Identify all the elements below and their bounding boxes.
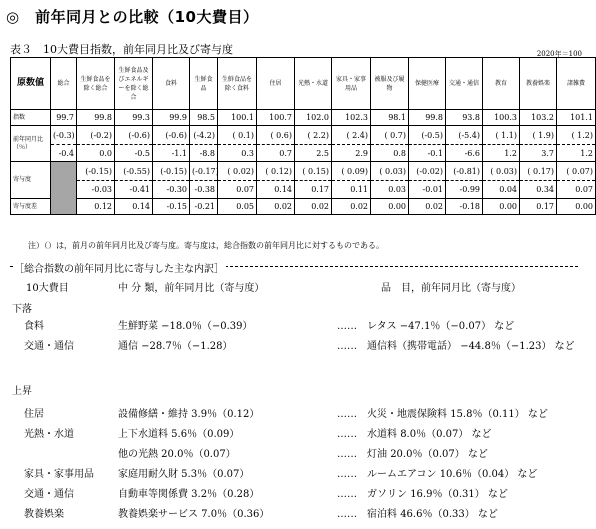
column-header: 住居 bbox=[257, 58, 295, 110]
yoy-cur-cell: -0.5 bbox=[115, 145, 153, 162]
table-header-row bbox=[11, 58, 596, 110]
base-year-note: 2020年＝100 bbox=[536, 50, 582, 58]
yoy-prev-cell: (-4.2) bbox=[190, 126, 218, 145]
index-cell: 99.3 bbox=[115, 110, 153, 126]
contrib-cur-cell: 0.11 bbox=[332, 181, 371, 199]
index-cell: 102.0 bbox=[295, 110, 332, 126]
contrib-cur-cell: 0.34 bbox=[520, 181, 557, 199]
column-header: 被服及び履物 bbox=[371, 58, 409, 110]
yoy-cur-cell: 2.9 bbox=[332, 145, 371, 162]
table-row-yoy-prev bbox=[11, 126, 596, 145]
breakdown-category: 交通・通信 bbox=[24, 341, 74, 352]
yoy-cur-cell: -0.1 bbox=[409, 145, 446, 162]
header-label-cell: 原数値 bbox=[11, 58, 51, 110]
contrib-prev-cell: ( 0.12) bbox=[257, 162, 295, 181]
yoy-prev-cell: (-0.2) bbox=[77, 126, 115, 145]
breakdown-subclass: 生鮮野菜 −18.0％（−0.39） bbox=[118, 321, 253, 332]
contrib-diff-cell: 0.00 bbox=[557, 199, 596, 215]
column-header: 光熱・水道 bbox=[295, 58, 332, 110]
table-caption: 表３ 10大費目指数，前年同月比及び寄与度 bbox=[10, 43, 233, 56]
column-header: 生鮮食品を除く食料 bbox=[218, 58, 257, 110]
yoy-cur-cell: 2.5 bbox=[295, 145, 332, 162]
contrib-diff-cell: -0.15 bbox=[153, 199, 190, 215]
yoy-cur-cell: -6.6 bbox=[446, 145, 483, 162]
contrib-cur-cell: -0.01 bbox=[409, 181, 446, 199]
contrib-diff-cell: 0.02 bbox=[332, 199, 371, 215]
yoy-cur-cell: 3.7 bbox=[520, 145, 557, 162]
yoy-prev-cell: ( 1.9) bbox=[520, 126, 557, 145]
down-label: 下落 bbox=[12, 304, 32, 315]
breakdown-subclass: 設備修繕・維持 3.9％（0.12） bbox=[118, 409, 260, 420]
breakdown-item: ‥‥‥ ルームエアコン 10.6％（0.04） など bbox=[337, 469, 538, 480]
breakdown-heading: ［総合指数の前年同月比に寄与した主な内訳］ bbox=[14, 260, 226, 275]
index-table bbox=[10, 57, 596, 215]
contrib-prev-cell: ( 0.03) bbox=[371, 162, 409, 181]
contrib-prev-cell: ( 0.15) bbox=[295, 162, 332, 181]
yoy-cur-cell: 0.8 bbox=[371, 145, 409, 162]
yoy-cur-cell: 1.2 bbox=[557, 145, 596, 162]
index-cell: 103.2 bbox=[520, 110, 557, 126]
index-cell: 98.1 bbox=[371, 110, 409, 126]
yoy-prev-cell: ( 0.1) bbox=[218, 126, 257, 145]
index-cell: 102.3 bbox=[332, 110, 371, 126]
column-header: 教養娯楽 bbox=[520, 58, 557, 110]
contrib-cur-cell: -0.41 bbox=[115, 181, 153, 199]
yoy-prev-cell: ( 0.6) bbox=[257, 126, 295, 145]
contrib-prev-cell: (-0.02) bbox=[409, 162, 446, 181]
breakdown-category: 交通・通信 bbox=[24, 489, 74, 500]
yoy-cur-cell: -8.8 bbox=[190, 145, 218, 162]
contrib-cur-cell: -0.99 bbox=[446, 181, 483, 199]
row-label: 寄与度 bbox=[11, 162, 51, 199]
breakdown-subclass: 家庭用耐久財 5.3％（0.07） bbox=[118, 469, 250, 480]
yoy-cur-cell: -1.1 bbox=[153, 145, 190, 162]
contrib-prev-cell: (-0.55) bbox=[115, 162, 153, 181]
column-header: 家具・家事用品 bbox=[332, 58, 371, 110]
index-cell: 98.5 bbox=[190, 110, 218, 126]
yoy-prev-cell: (-5.4) bbox=[446, 126, 483, 145]
yoy-cur-cell: 0.7 bbox=[257, 145, 295, 162]
contrib-diff-cell: 0.02 bbox=[295, 199, 332, 215]
contrib-cur-cell: 0.17 bbox=[295, 181, 332, 199]
contrib-diff-cell: -0.18 bbox=[446, 199, 483, 215]
column-header: 交通・通信 bbox=[446, 58, 483, 110]
contrib-cur-cell: -0.38 bbox=[190, 181, 218, 199]
contrib-diff-cell: -0.21 bbox=[190, 199, 218, 215]
index-cell: 99.8 bbox=[409, 110, 446, 126]
breakdown-subclass: 教養娯楽サービス 7.0％（0.36） bbox=[118, 509, 270, 520]
contrib-prev-cell: ( 0.03) bbox=[483, 162, 520, 181]
breakdown-subclass: 通信 −28.7％（−1.28） bbox=[118, 341, 233, 352]
index-cell: 100.1 bbox=[218, 110, 257, 126]
table-row-contrib-cur bbox=[11, 181, 596, 199]
yoy-cur-cell: 1.2 bbox=[483, 145, 520, 162]
table-row-index bbox=[11, 110, 596, 126]
breakdown-item: ‥‥‥ ガソリン 16.9％（0.31） など bbox=[337, 489, 508, 500]
breakdown-item: ‥‥‥ 火災・地震保険料 15.8％（0.11） など bbox=[337, 409, 548, 420]
contrib-cur-cell: 0.03 bbox=[371, 181, 409, 199]
breakdown-subclass: 自動車等関係費 3.2％（0.28） bbox=[118, 489, 260, 500]
breakdown-category: 光熱・水道 bbox=[24, 429, 74, 440]
row-label: 指数 bbox=[11, 110, 51, 126]
index-cell: 100.3 bbox=[483, 110, 520, 126]
col-category-header: 10大費目 bbox=[26, 283, 69, 294]
contrib-diff-cell: 0.00 bbox=[483, 199, 520, 215]
contrib-prev-cell: (-0.15) bbox=[77, 162, 115, 181]
breakdown-category: 食料 bbox=[24, 321, 44, 332]
page-title: ◎ 前年同月との比較（10大費目） bbox=[6, 8, 259, 26]
contribution-breakdown bbox=[10, 262, 578, 529]
yoy-cur-cell: 0.3 bbox=[218, 145, 257, 162]
contrib-prev-cell: ( 0.07) bbox=[557, 162, 596, 181]
column-header: 生鮮食品を除く総合 bbox=[77, 58, 115, 110]
breakdown-category: 家具・家事用品 bbox=[24, 469, 94, 480]
row-label: 寄与度差 bbox=[11, 199, 51, 215]
yoy-cur-cell: 0.0 bbox=[77, 145, 115, 162]
contrib-diff-cell: 0.00 bbox=[371, 199, 409, 215]
yoy-prev-cell: (-0.5) bbox=[409, 126, 446, 145]
up-label: 上昇 bbox=[12, 386, 32, 397]
contrib-prev-cell: (-0.81) bbox=[446, 162, 483, 181]
table-row-contrib-diff bbox=[11, 199, 596, 215]
yoy-prev-cell: (-0.6) bbox=[115, 126, 153, 145]
table-row-contrib-prev bbox=[11, 162, 596, 181]
table-footnote: 注）（）は，前月の前年同月比及び寄与度。寄与度は，総合指数の前年同月比に対するものである。 bbox=[28, 241, 384, 250]
yoy-prev-cell: (-0.6) bbox=[153, 126, 190, 145]
column-header: 生鮮食品 bbox=[190, 58, 218, 110]
yoy-prev-cell: ( 1.1) bbox=[483, 126, 520, 145]
col-item-header: 品 目，前年同月比（寄与度） bbox=[381, 283, 521, 294]
contrib-prev-cell: (-0.15) bbox=[153, 162, 190, 181]
index-cell: 100.7 bbox=[257, 110, 295, 126]
contrib-prev-cell: (-0.17) bbox=[190, 162, 218, 181]
breakdown-item: ‥‥‥ 水道料 8.0％（0.07） など bbox=[337, 429, 492, 440]
contrib-diff-cell: 0.14 bbox=[115, 199, 153, 215]
index-cell: 93.8 bbox=[446, 110, 483, 126]
index-cell: 99.7 bbox=[51, 110, 77, 126]
index-cell: 99.8 bbox=[77, 110, 115, 126]
index-cell: 99.9 bbox=[153, 110, 190, 126]
column-header: 諸雑費 bbox=[557, 58, 596, 110]
yoy-prev-cell: ( 0.7) bbox=[371, 126, 409, 145]
contrib-cur-cell: 0.07 bbox=[557, 181, 596, 199]
column-header: 教育 bbox=[483, 58, 520, 110]
table-row-yoy-cur bbox=[11, 145, 596, 162]
contrib-cur-cell: -0.03 bbox=[77, 181, 115, 199]
column-header: 食料 bbox=[153, 58, 190, 110]
yoy-prev-cell: ( 2.4) bbox=[332, 126, 371, 145]
breakdown-item: ‥‥‥ 灯油 20.0％（0.07） など bbox=[337, 449, 488, 460]
breakdown-subclass: 上下水道料 5.6％（0.09） bbox=[118, 429, 240, 440]
contrib-diff-cell: 0.05 bbox=[218, 199, 257, 215]
contrib-cur-cell: 0.14 bbox=[257, 181, 295, 199]
col-subclass-header: 中 分 類，前年同月比（寄与度） bbox=[118, 283, 265, 294]
yoy-prev-cell: (-0.3) bbox=[51, 126, 77, 145]
contrib-cur-cell: -0.30 bbox=[153, 181, 190, 199]
column-header: 生鮮食品及びエネルギーを除く総合 bbox=[115, 58, 153, 110]
column-header: 保健医療 bbox=[409, 58, 446, 110]
blank-total-cell bbox=[51, 162, 77, 215]
contrib-prev-cell: ( 0.17) bbox=[520, 162, 557, 181]
column-header: 総合 bbox=[51, 58, 77, 110]
contrib-cur-cell: 0.07 bbox=[218, 181, 257, 199]
breakdown-category: 教養娯楽 bbox=[24, 509, 64, 520]
contrib-diff-cell: 0.12 bbox=[77, 199, 115, 215]
contrib-prev-cell: ( 0.02) bbox=[218, 162, 257, 181]
contrib-cur-cell: 0.04 bbox=[483, 181, 520, 199]
contrib-diff-cell: 0.02 bbox=[409, 199, 446, 215]
contrib-diff-cell: 0.17 bbox=[520, 199, 557, 215]
contrib-prev-cell: ( 0.09) bbox=[332, 162, 371, 181]
yoy-prev-cell: ( 1.2) bbox=[557, 126, 596, 145]
row-label: 前年同月比（％） bbox=[11, 126, 51, 162]
contrib-diff-cell: 0.02 bbox=[257, 199, 295, 215]
yoy-cur-cell: -0.4 bbox=[51, 145, 77, 162]
breakdown-subclass: 他の光熱 20.0％（0.07） bbox=[118, 449, 236, 460]
breakdown-item: ‥‥‥ レタス −47.1％（−0.07） など bbox=[337, 321, 515, 332]
breakdown-item: ‥‥‥ 通信料（携帯電話） −44.8％（−1.23） など bbox=[337, 341, 575, 352]
breakdown-category: 住居 bbox=[24, 409, 44, 420]
index-cell: 101.1 bbox=[557, 110, 596, 126]
yoy-prev-cell: ( 2.2) bbox=[295, 126, 332, 145]
breakdown-item: ‥‥‥ 宿泊料 46.6％（0.33） など bbox=[337, 509, 498, 520]
